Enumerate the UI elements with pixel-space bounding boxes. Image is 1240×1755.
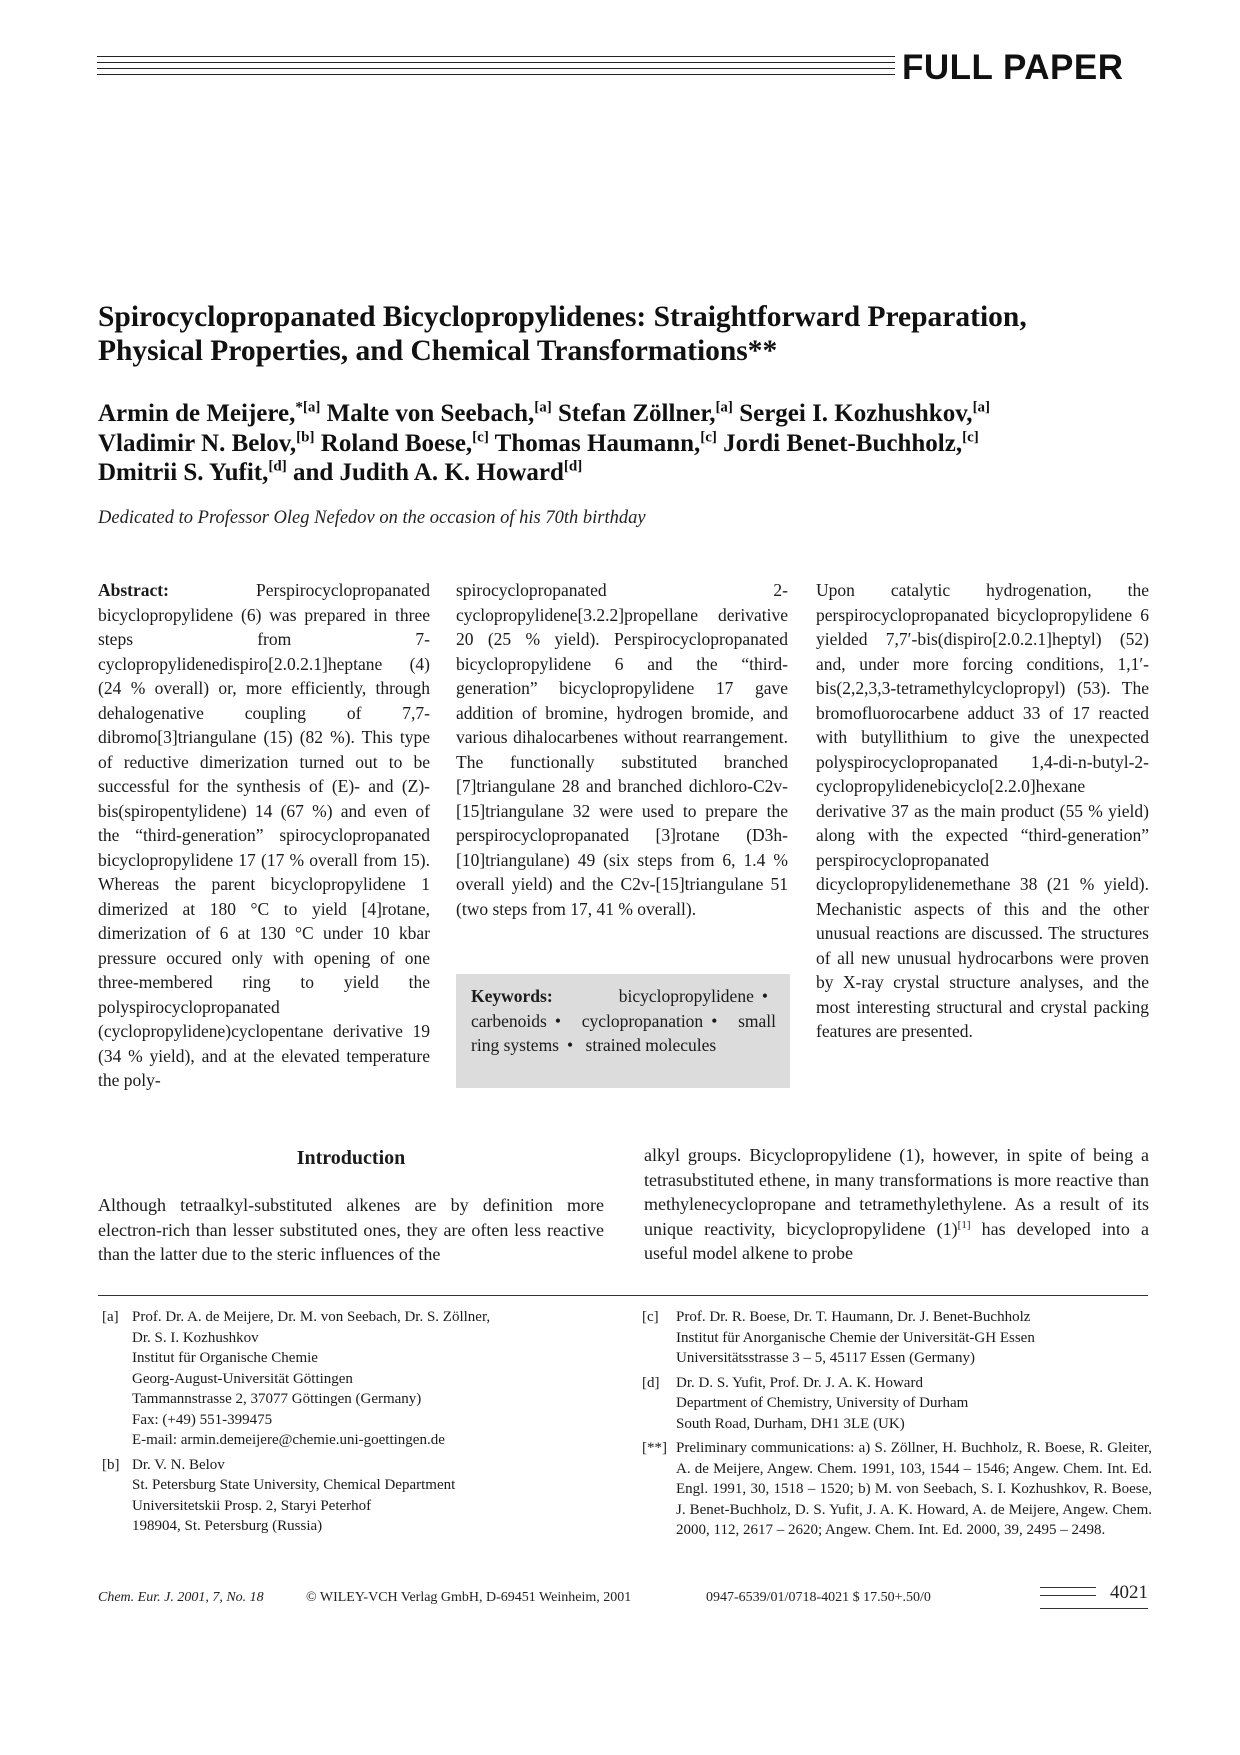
- introduction-text-1: Although tetraalkyl-substituted alkenes are by definition more electron-rich than lesser substituted ones, they are often less reactive than the latter due to the steric influences of the: [98, 1195, 604, 1264]
- author-affil-mark: [a]: [715, 399, 733, 416]
- keyword-item: cyclopropanation: [581, 1010, 704, 1031]
- author-line-2: [98, 429, 1148, 459]
- introduction-heading: Introduction: [296, 1147, 406, 1169]
- author-name: Dmitrii S. Yufit,: [98, 459, 269, 486]
- affiliation-tag: [c]: [642, 1309, 659, 1325]
- author-affil-mark: *[a]: [295, 399, 321, 416]
- affiliation-line: Department of Chemistry, University of Durham: [676, 1395, 969, 1411]
- affiliation-line: Dr. V. N. Belov: [132, 1456, 225, 1473]
- keyword-item: small ring systems: [471, 1010, 776, 1055]
- author-affil-mark: [a]: [534, 399, 552, 416]
- affiliation-line: Fax: (+49) 551-399475: [132, 1411, 273, 1428]
- keyword-item: carbenoids: [471, 1010, 547, 1031]
- bullet-icon: •: [761, 986, 768, 1006]
- affiliation-line: Prof. Dr. A. de Meijere, Dr. M. von Seebach, Dr. S. Zöllner,: [132, 1309, 491, 1325]
- keyword-item: strained molecules: [585, 1035, 717, 1055]
- section-label: FULL PAPER: [902, 48, 1124, 87]
- footer-publisher: © WILEY-VCH Verlag GmbH, D-69451 Weinheim, 2001: [306, 1590, 632, 1605]
- journal-citation: Chem. Eur. J. 2001, 7, No. 18: [98, 1590, 264, 1605]
- footer-code: 0947-6539/01/0718-4021 $ 17.50+.50/0: [706, 1590, 931, 1605]
- footnote-separator: [98, 1295, 1148, 1296]
- note-text: Preliminary communications: a) S. Zöllner, H. Buchholz, R. Boese, R. Gleiter, A. de Meijere, Angew. Chem. 1991, 103, 1544 – 1546; Angew. Chem. Int. Ed. Engl. 1991, 30, 1518 – 1520; b) M. von Seebach, S. I. Kozhushkov, R. Boese, J. Benet-Buchholz, D. S. Yufit, J. A. K. Howard, A. de Meijere, Angew. Chem. 2000, 112, 2617 – 2620; Angew. Chem. Int. Ed. 2000, 39, 2495 – 2498.: [676, 1440, 1152, 1538]
- keyword-item: bicyclopropylidene: [618, 986, 754, 1006]
- affiliation-line: Universitätsstrasse 3 – 5, 45117 Essen (Germany): [676, 1350, 975, 1366]
- introduction-text-2: [644, 1143, 1149, 1266]
- affiliation-line: Georg-August-Universität Göttingen: [132, 1370, 353, 1387]
- affiliations-left: [102, 1307, 622, 1541]
- author-name: Sergei I. Kozhushkov,: [739, 400, 973, 427]
- affiliation-tag: [a]: [102, 1309, 119, 1325]
- footer-rule: [1040, 1587, 1096, 1603]
- author-affil-mark: [d]: [268, 458, 287, 475]
- affiliation-tag: [d]: [642, 1374, 660, 1391]
- abstract-text-3: Upon catalytic hydrogenation, the perspirocyclopropanated bicyclopropylidene 6 yielded 7,7′-bis(dispiro[2.0.2.1]heptyl) (52) and, under more forcing conditions, 1,1′-bis(2,2,3,3-tetramethylcyclopropyl) (53). The bromofluorocarbene adduct 33 of 17 reacted with butyllithium to give the unexpected polyspirocyclopropanated 1,4-di-n-butyl-2-cyclopropylidenebicyclo[2.2.0]hexane derivative 37 as the main product (55 % yield) along with the expected “third-generation” perspirocyclopropanated dicyclopropylidenemethane 38 (21 % yield). Mechanistic aspects of this and the other unusual reactions are discussed. The structures of all new unusual hydrocarbons were proven by X-ray crystal structure analyses, and the most interesting structural and crystal packing features are presented.: [816, 580, 1149, 1041]
- author-line-1: [98, 399, 1148, 429]
- affiliation-line: Universitetskii Prosp. 2, Staryi Peterhof: [132, 1497, 372, 1514]
- author-list: [98, 399, 1148, 488]
- header-rule: [97, 56, 895, 82]
- affiliation-line: Dr. D. S. Yufit, Prof. Dr. J. A. K. Howard: [676, 1374, 923, 1391]
- affiliation-line: Institut für Organische Chemie: [132, 1350, 318, 1366]
- author-name: and Judith A. K. Howard: [292, 459, 564, 486]
- affiliation-line: Tammannstrasse 2, 37077 Göttingen (Germany): [132, 1391, 422, 1407]
- affiliation-a: [102, 1307, 622, 1451]
- author-affil-mark: [c]: [700, 429, 717, 446]
- abstract-text-2: spirocyclopropanated 2-cyclopropylidene[3.2.2]propellane derivative 20 (25 % yield). Perspirocyclopropanated bicyclopropylidene 6 and the “third-generation” bicyclopropylidene 17 gave addition of bromine, hydrogen bromide, and various dihalocarbenes without rearrangement. The functionally substituted branched [7]triangulane 28 and branched dichloro-C2v-[15]triangulane 32 were used to prepare the perspirocyclopropanated [3]rotane (D3h-[10]triangulane) 49 (six steps from 6, 1.4 % overall yield) and the C2v-[15]triangulane 51 (two steps from 17, 41 % overall).: [456, 580, 788, 919]
- affiliation-line: Dr. S. I. Kozhushkov: [132, 1329, 259, 1346]
- author-name: Malte von Seebach,: [326, 400, 535, 427]
- abstract-column-3: [816, 578, 1149, 1044]
- title-line-1: Spirocyclopropanated Bicyclopropylidenes: Straightforward Preparation,: [98, 301, 1027, 333]
- keywords-label: Keywords:: [471, 986, 553, 1006]
- footer-underline: [1040, 1608, 1148, 1609]
- abstract-text-1: Perspirocyclopropanated bicyclopropylidene (6) was prepared in three steps from 7-cyclopropylidenedispiro[2.0.2.1]heptane (4) (24 % overall) or, more efficiently, through dehalogenative coupling of 7,7-dibromo[3]triangulane (15) (82 %). This type of reductive dimerization turned out to be successful for the synthesis of (E)- and (Z)-bis(spiropentylidene) 14 (67 %) and even of the “third-generation” spirocyclopropanated bicyclopropylidene 17 (17 % overall from 15). Whereas the parent bicyclopropylidene 1 dimerized at 180 °C to yield [4]rotane, dimerization of 6 at 130 °C under 10 kbar pressure occured only with opening of one three-membered ring to yield the polyspirocyclopropanated (cyclopropylidene)cyclopentane derivative 19 (34 % yield), and at the elevated temperature the poly-: [98, 580, 430, 1090]
- bullet-icon: •: [567, 1035, 574, 1055]
- author-name: Jordi Benet-Buchholz,: [723, 429, 963, 457]
- bullet-icon: •: [711, 1010, 718, 1031]
- preliminary-communications-note: [642, 1438, 1152, 1541]
- abstract-label: Abstract:: [98, 580, 169, 600]
- title-line-2: Physical Properties, and Chemical Transformations**: [98, 335, 778, 367]
- author-name: Armin de Meijere,: [98, 400, 296, 427]
- author-affil-mark: [c]: [962, 429, 979, 446]
- citation-ref[interactable]: [1]: [957, 1218, 971, 1231]
- author-affil-mark: [b]: [296, 429, 315, 446]
- author-name: Roland Boese,: [320, 429, 473, 457]
- author-affil-mark: [a]: [972, 399, 991, 416]
- affiliation-tag: [b]: [102, 1456, 120, 1473]
- affiliations-right: [642, 1307, 1152, 1545]
- author-affil-mark: [d]: [563, 458, 583, 475]
- paper-title: [98, 300, 1148, 368]
- affiliation-b: [102, 1455, 622, 1537]
- abstract-column-2: [456, 578, 788, 921]
- author-name: Thomas Haumann,: [494, 429, 701, 457]
- note-tag: [**]: [642, 1440, 667, 1456]
- affiliation-line: Prof. Dr. R. Boese, Dr. T. Haumann, Dr. J. Benet-Buchholz: [676, 1309, 1031, 1325]
- affiliation-d: [642, 1373, 1152, 1435]
- introduction-text-2a: alkyl groups. Bicyclopropylidene (1), however, in spite of being a tetrasubstituted ethene, in many transformations is more reactive than methylenecyclopropane and tetramethylethylene. As a result of its unique reactivity, bicyclopropylidene (1): [644, 1145, 1149, 1239]
- author-name: Stefan Zöllner,: [558, 400, 716, 427]
- affiliation-line: 198904, St. Petersburg (Russia): [132, 1518, 323, 1534]
- author-affil-mark: [c]: [472, 429, 489, 446]
- keywords-box: [456, 974, 790, 1088]
- author-name: Vladimir N. Belov,: [98, 429, 297, 457]
- bullet-icon: •: [554, 1010, 561, 1031]
- author-line-3: [98, 458, 1148, 488]
- affiliation-line: St. Petersburg State University, Chemical Department: [132, 1477, 456, 1493]
- affiliation-line: Institut für Anorganische Chemie der Universität-GH Essen: [676, 1329, 1035, 1346]
- introduction-text-2b: has developed into a useful model alkene to probe: [644, 1218, 1149, 1263]
- affiliation-c: [642, 1307, 1152, 1369]
- page-number: 4021: [1110, 1582, 1148, 1603]
- abstract-column-1: [98, 578, 430, 1093]
- affiliation-line: South Road, Durham, DH1 3LE (UK): [676, 1415, 905, 1432]
- dedication: Dedicated to Professor Oleg Nefedov on the occasion of his 70th birthday: [98, 508, 646, 528]
- affiliation-email[interactable]: E-mail: armin.demeijere@chemie.uni-goettingen.de: [132, 1432, 445, 1448]
